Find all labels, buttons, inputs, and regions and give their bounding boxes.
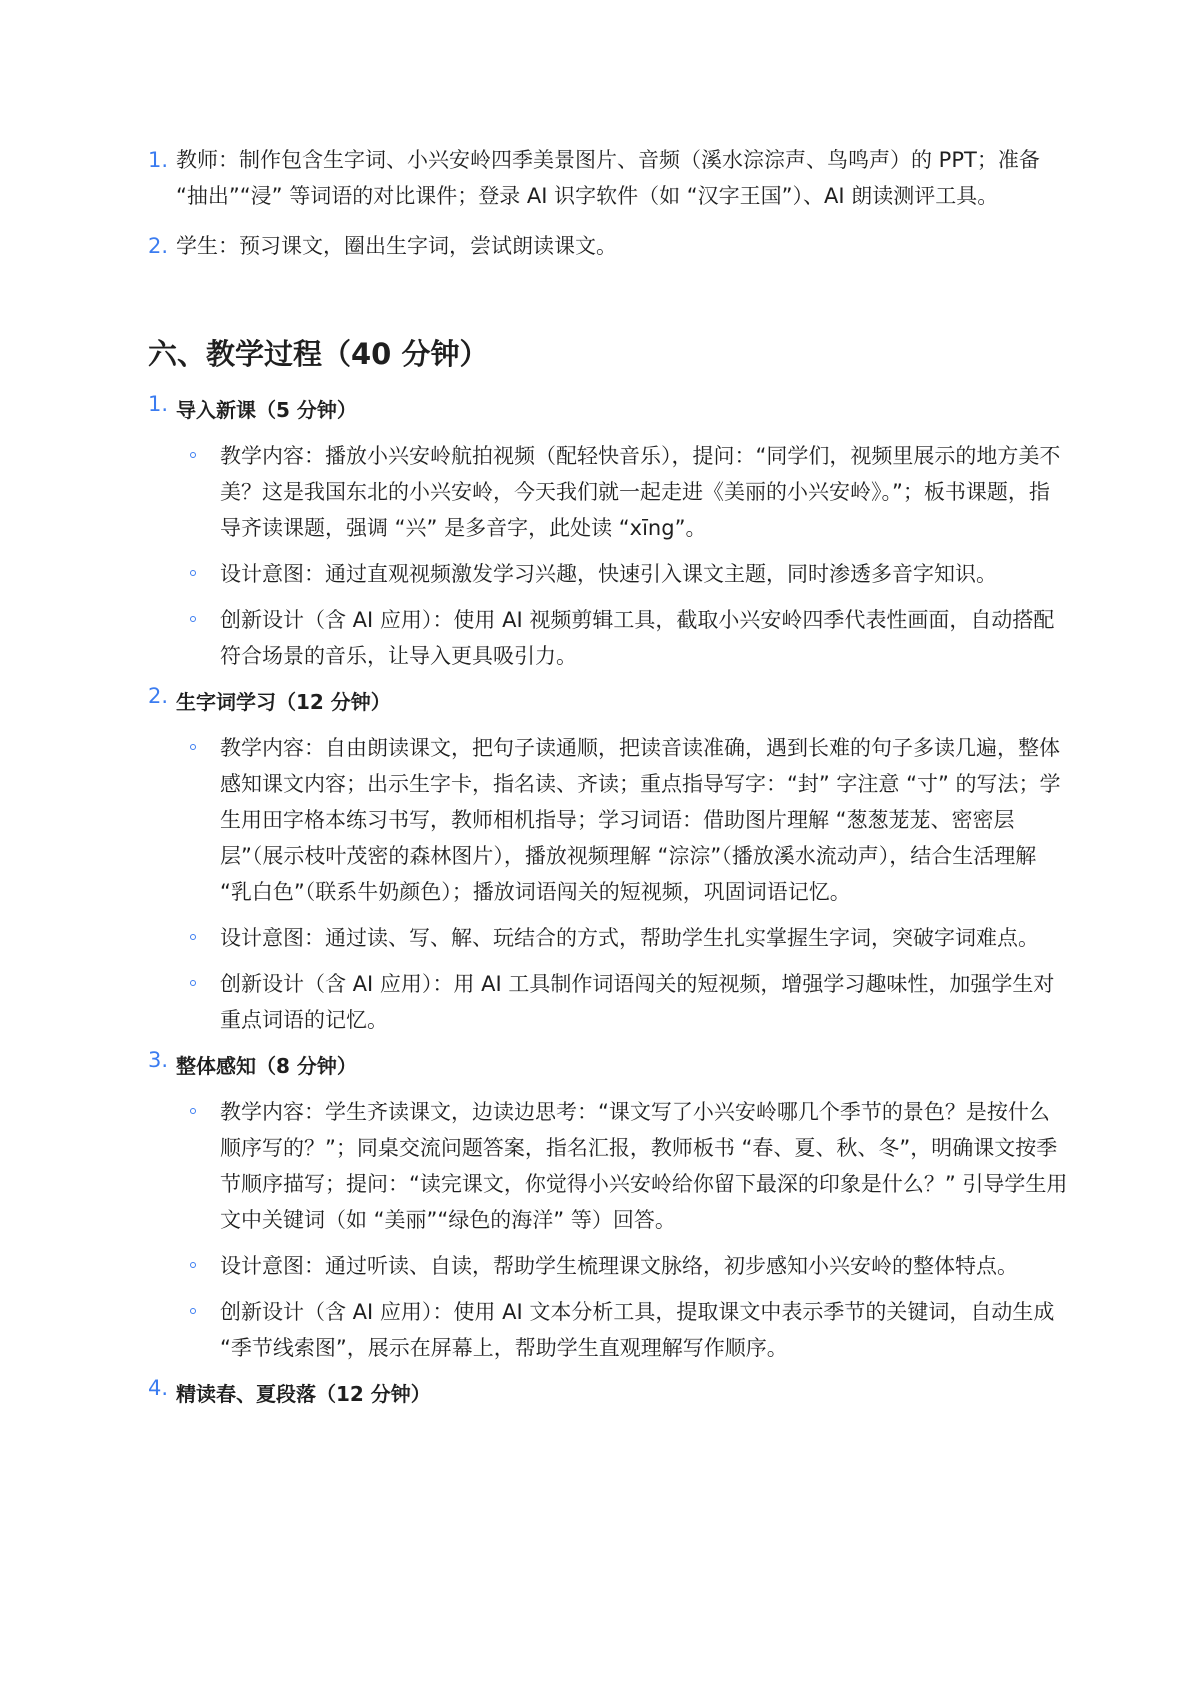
bullet-icon (190, 1262, 196, 1268)
detail-item (176, 438, 1068, 546)
step-title: 生字词学习（12 分钟） (176, 690, 391, 714)
bullet-icon (190, 934, 196, 940)
detail-text: 设计意图：通过读、写、解、玩结合的方式，帮助学生扎实掌握生字词，突破字词难点。 (220, 926, 1039, 950)
bullet-icon (190, 1108, 196, 1114)
preparation-list (148, 142, 1068, 278)
step-number: 4. (148, 1376, 169, 1400)
detail-item (176, 920, 1068, 956)
step-details (176, 438, 1068, 674)
bullet-icon (190, 616, 196, 622)
step-number: 1. (148, 392, 169, 416)
detail-item (176, 1248, 1068, 1284)
bullet-icon (190, 744, 196, 750)
step-title: 导入新课（5 分钟） (176, 398, 357, 422)
process-step (148, 392, 1068, 674)
detail-text: 创新设计（含 AI 应用）：用 AI 工具制作词语闯关的短视频，增强学习趣味性，加强学生对重点词语的记忆。 (220, 972, 1055, 1032)
list-item-text: 学生：预习课文，圈出生字词，尝试朗读课文。 (176, 234, 617, 258)
detail-item (176, 556, 1068, 592)
detail-text: 教学内容：自由朗读课文，把句子读通顺，把读音读准确，遇到长难的句子多读几遍，整体感知课文内容；出示生字卡，指名读、齐读；重点指导写字：“封” 字注意 “寸” 的写法；学生用田字格本练习书写，教师相机指导；学习词语：借助图片理解 “葱葱茏茏、密密层层”（展示枝叶茂密的森林图片），播放视频理解 “淙淙”（播放溪水流动声），结合生活理解 “乳白色”（联系牛奶颜色）；播放词语闯关的短视频，巩固词语记忆。 (220, 736, 1061, 904)
bullet-icon (190, 1308, 196, 1314)
bullet-icon (190, 980, 196, 986)
process-step (148, 684, 1068, 1038)
process-step (148, 1048, 1068, 1366)
list-item-text: 教师：制作包含生字词、小兴安岭四季美景图片、音频（溪水淙淙声、鸟鸣声）的 PPT；准备 “抽出”“浸” 等词语的对比课件；登录 AI 识字软件（如 “汉字王国”）、AI 朗读测评工具。 (176, 148, 1040, 208)
step-number: 2. (148, 684, 169, 708)
list-item (148, 142, 1068, 214)
step-details (176, 1094, 1068, 1366)
process-step (148, 1376, 1068, 1412)
detail-item (176, 1294, 1068, 1366)
bullet-icon (190, 452, 196, 458)
detail-text: 设计意图：通过听读、自读，帮助学生梳理课文脉络，初步感知小兴安岭的整体特点。 (220, 1254, 1018, 1278)
list-item (148, 228, 1068, 264)
section-heading: 六、教学过程（40 分钟） (148, 337, 489, 371)
detail-text: 教学内容：播放小兴安岭航拍视频（配轻快音乐），提问：“同学们，视频里展示的地方美不美？这是我国东北的小兴安岭，今天我们就一起走进《美丽的小兴安岭》。”；板书课题，指导齐读课题，强调 “兴” 是多音字，此处读 “xīng”。 (220, 444, 1061, 540)
teaching-process-list (148, 392, 1068, 1422)
detail-text: 创新设计（含 AI 应用）：使用 AI 文本分析工具，提取课文中表示季节的关键词，自动生成 “季节线索图”，展示在屏幕上，帮助学生直观理解写作顺序。 (220, 1300, 1055, 1360)
step-number: 3. (148, 1048, 169, 1072)
list-number: 2. (148, 234, 169, 258)
step-title: 精读春、夏段落（12 分钟） (176, 1382, 431, 1406)
list-number: 1. (148, 148, 169, 172)
step-details (176, 730, 1068, 1038)
detail-text: 教学内容：学生齐读课文，边读边思考：“课文写了小兴安岭哪几个季节的景色？是按什么顺序写的？”；同桌交流问题答案，指名汇报，教师板书 “春、夏、秋、冬”，明确课文按季节顺序描写；提问：“读完课文，你觉得小兴安岭给你留下最深的印象是什么？” 引导学生用文中关键词（如 “美丽”“绿色的海洋” 等）回答。 (220, 1100, 1068, 1232)
detail-item (176, 602, 1068, 674)
detail-item (176, 1094, 1068, 1238)
detail-item (176, 966, 1068, 1038)
step-title: 整体感知（8 分钟） (176, 1054, 357, 1078)
detail-item (176, 730, 1068, 910)
detail-text: 创新设计（含 AI 应用）：使用 AI 视频剪辑工具，截取小兴安岭四季代表性画面，自动搭配符合场景的音乐，让导入更具吸引力。 (220, 608, 1055, 668)
bullet-icon (190, 570, 196, 576)
detail-text: 设计意图：通过直观视频激发学习兴趣，快速引入课文主题，同时渗透多音字知识。 (220, 562, 997, 586)
